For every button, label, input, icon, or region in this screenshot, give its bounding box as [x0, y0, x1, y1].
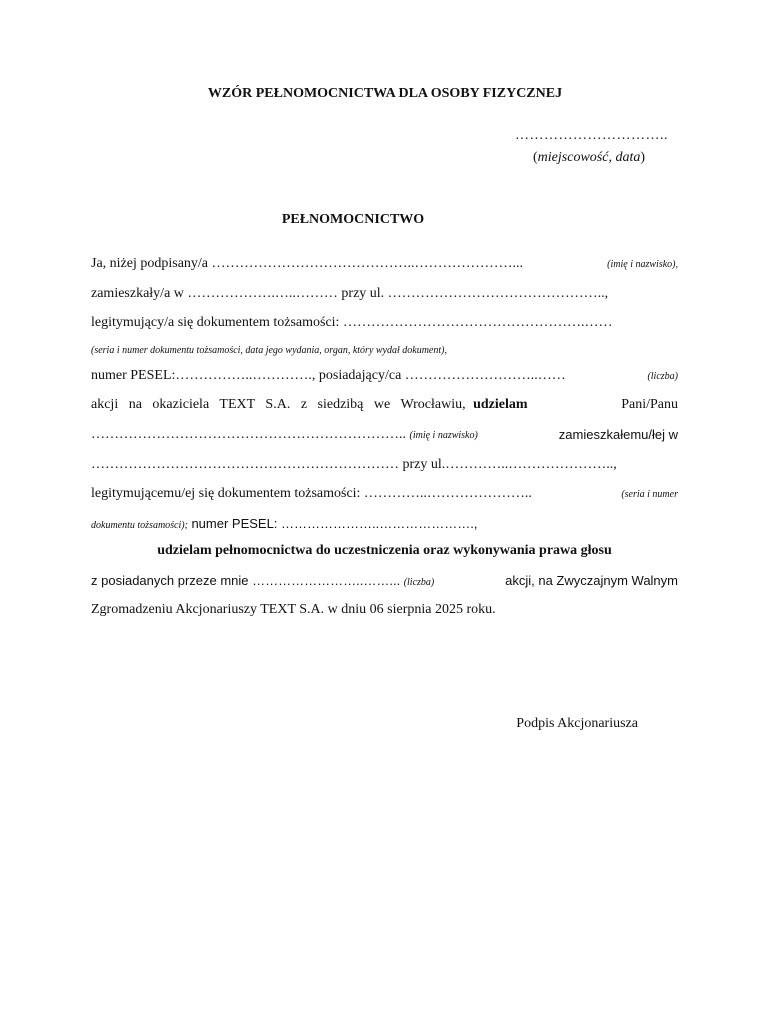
shares-count-line: z posiadanych przeze mnie ……………………..……... (liczba) akcji, na Zwyczajnym Walnym [91, 573, 678, 588]
hint-name: (imię i nazwisko), [607, 259, 678, 270]
pesel-shares-line: numer PESEL:……………..…………., posiadający/ca ………………………..…… (liczba) [91, 368, 678, 383]
hint-id: (seria i numer [621, 489, 678, 500]
hint-proxy-name: (imię i nazwisko) [409, 430, 478, 441]
proxy-id-line: legitymującemu/ej się dokumentem tożsamości: …………..………………….. (seria i numer [91, 486, 678, 501]
document-title: WZÓR PEŁNOMOCNICTWA DLA OSOBY FIZYCZNEJ [207, 86, 563, 101]
hint-id-cont: dokumentu tożsamości); [91, 520, 188, 531]
meeting-date-line: Zgromadzeniu Akcjonariuszy TEXT S.A. w dniu 06 sierpnia 2025 roku. [91, 602, 496, 617]
principal-name-line: Ja, niżej podpisany/a ……………………………………..…………………... (imię i nazwisko), [91, 256, 678, 271]
place-date-label: (miejscowość, data) [533, 150, 645, 165]
hint-count: (liczba) [647, 371, 678, 382]
proxy-pesel-line: dokumentu tożsamości); numer PESEL: …………………..…………………., [91, 516, 478, 531]
id-hint-line: (seria i numer dokumentu tożsamości, data jego wydania, organ, który wydał dokument), [91, 345, 447, 356]
signature-label: Podpis Akcjonariusza [516, 716, 638, 731]
principal-id-line: legitymujący/a się dokumentem tożsamości: …………………………………………….…… [91, 315, 613, 330]
proxy-name-line: ………………………………………………………….. (imię i nazwisko) zamieszkałemu/łej w [91, 427, 678, 442]
authorization-statement: udzielam pełnomocnictwa do uczestniczenia oraz wykonywania prawa głosu [157, 543, 612, 558]
proxy-address-line: ………………………………………………………… przy ul.…………..………………….., [91, 457, 617, 472]
place-date-blank: ………………………….. [515, 128, 668, 143]
hint-shares-count: (liczba) [403, 577, 435, 588]
document-subtitle: PEŁNOMOCNICTWO [281, 212, 425, 227]
principal-address-line: zamieszkały/a w ……………….…..……… przy ul. ……………………………………….., [91, 286, 609, 301]
shares-company-line: akcji na okaziciela TEXT S.A. z siedzibą we Wrocławiu, udzielam Pani/Panu [91, 397, 678, 412]
